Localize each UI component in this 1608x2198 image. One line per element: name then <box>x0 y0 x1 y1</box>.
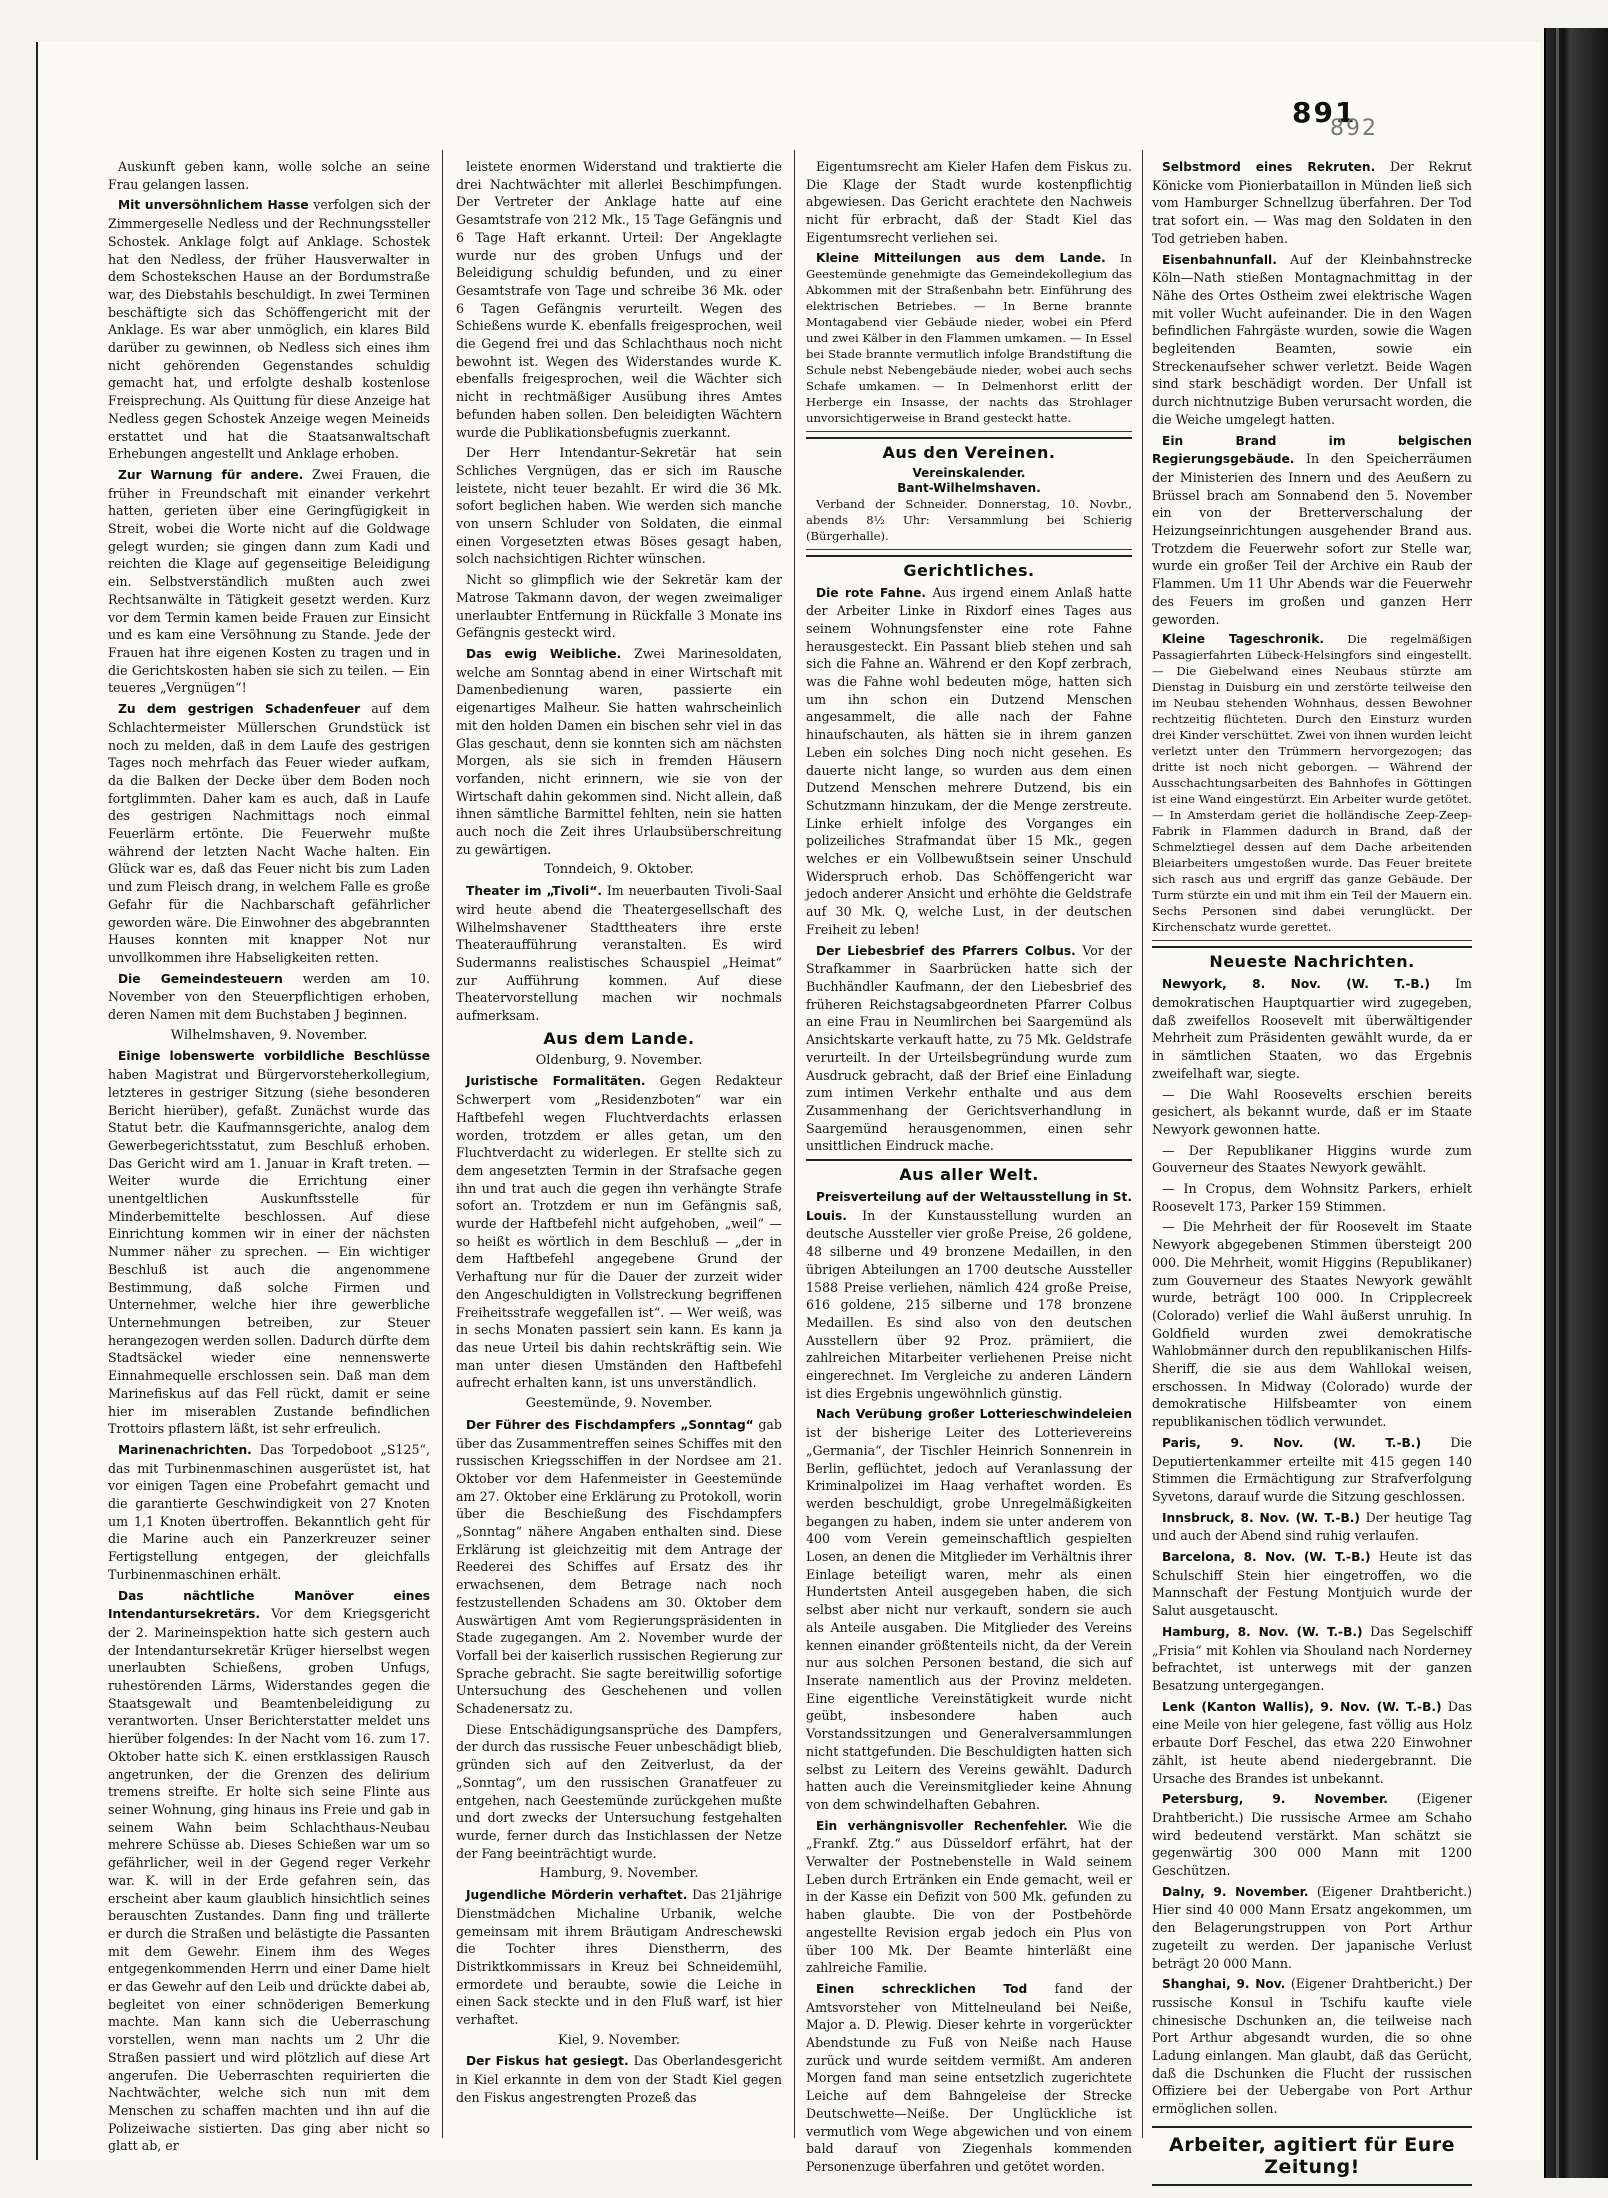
article-paragraph <box>108 970 430 1024</box>
article-paragraph <box>108 1441 430 1584</box>
article-paragraph <box>1152 158 1472 248</box>
article-text: Das Oberlandesgericht in Kiel erkannte in dem von der Stadt Kiel gegen den Fiskus angestrengten Prozeß das <box>456 2053 782 2105</box>
article-text: Das Torpedoboot „S125“, das mit Turbinenmaschinen ausgerüstet ist, hat vor einigen Tagen eine Probefahrt gemacht und die garantierte Geschwindigkeit von 27 Knoten um 1,1 Knoten übertroffen. Bekanntlich geht für die Marine auch ein Panzerkreuzer seiner Fertigstellung entgegen, der gleichfalls Turbinenmaschinen erhält. <box>108 1441 430 1582</box>
article-text: Der heutige Tag und auch der Abend sind ruhig verlaufen. <box>1152 1509 1472 1544</box>
article-paragraph <box>1152 432 1472 629</box>
article-headline: Paris, 9. Nov. (W. T.-B.) <box>1162 1435 1422 1450</box>
article-headline: Die Gemeindesteuern <box>118 971 283 986</box>
article-text: Vor dem Kriegsgericht der 2. Marineinspektion hatte sich gestern auch der Intendantursekretär Krüger hierselbst wegen unerlaubten Schießens, groben Unfugs, ruhestörenden Lärms, Widerstandes gegen die Staatsgewalt und Beamtenbeleidigung zu verantworten. Unser Berichterstatter meldet uns hierüber folgendes: In der Nacht vom 16. zum 17. Oktober hatte sich K. einen erstklassigen Rausch angetrunken, der die Grenzen des delirium tremens streifte. Er holte sich seine Flinte aus seiner Wohnung, ging hinaus ins Freie und gab in seinem Wahn beim Schlachthaus-Neubau mehrere Schüsse ab. Dieses Schießen war um so gefährlicher, weil in der Gegend reger Verkehr war. K. will in der Erde gefahren sein, das erscheint aber kaum glaublich hinsichtlich seines berauschten Zustandes. Dann fing und trällerte er durch die Straßen und belästigte die Passanten mit dem Gewehr. Einem ihm des Weges entgegenkommenden Herrn und einer Dame hielt er das Gewehr auf den Leib und drückte dabei ab, begleitet von einer schnöderigen Bemerkung machte. Man kann sich die Ueberraschung vorstellen, wenn man nachts um 2 Uhr die Straßen passiert und wird plötzlich auf diese Art angerufen. Die Ueberraschten requirierten die Nachtwächter, welche sich nun mit dem Menschen zu schaffen machten und ihn auf die Polizeiwache sistierten. Das ging aber nicht so glatt ab, er <box>108 1606 430 2154</box>
article-headline: Die rote Fahne. <box>816 585 927 600</box>
article-text: Aus irgend einem Anlaß hatte der Arbeiter Linke in Rixdorf eines Tages aus seinem Wohnungsfenster eine rote Fahne herausgesteckt. Ein Passant blieb stehen und sah sich die Fahne an. Während er den Kopf zerbrach, was die Fahne wohl bedeuten möge, hatten sich um ihn schon ein Dutzend Menschen angesammelt, die alle nach der Fahne hinaufschauten, als hätten sie in ihrem ganzen Leben ein solches Ding noch nicht gesehen. Es dauerte nicht lange, so wurden aus dem einen Dutzend Menschen mehrere Dutzend, bis ein Schutzmann hinzukam, der die Menge zerstreute. Linke erhielt infolge des Vorganges ein polizeiliches Strafmandat über 15 Mk., gegen welches er ein Vollbewußtsein seiner Unschuld Widerspruch erhob. Das Schöffengericht war jedoch anderer Ansicht und erhöhte die Geldstrafe auf 30 Mk. Q, welche Lust, in der deutschen Freiheit zu leben! <box>806 584 1132 937</box>
article-headline: Kleine Mitteilungen aus dem Lande. <box>816 250 1106 265</box>
article-paragraph <box>1152 975 1472 1082</box>
article-headline: Der Führer des Fischdampfers „Sonntag“ <box>466 1417 754 1432</box>
article-paragraph <box>108 1587 430 2156</box>
article-text: Diese Entschädigungsansprüche des Dampfers, der durch das russische Feuer unbeschädigt blieb, gründen sich auf den Zeitverlust, da der „Sonntag“, um den russischen Granatfeuer zu entgehen, nach Geestemünde zurückgehen mußte und dort zwecks der Untersuchung festgehalten wurde, ferner durch das Instichlassen der Netze der Fang beeinträchtigt wurde. <box>456 1721 782 1861</box>
page-number: 891 <box>1292 96 1357 129</box>
dateline: Geestemünde, 9. November. <box>525 1396 713 1412</box>
article-headline: Jugendliche Mörderin verhaftet. <box>466 1888 688 1903</box>
article-text: Auskunft geben kann, wolle solche an seine Frau gelangen lassen. <box>108 159 430 192</box>
divider <box>806 549 1132 550</box>
article-headline: Nach Verübung großer Lotterieschwindeleien <box>816 1407 1132 1422</box>
article-paragraph <box>806 584 1132 939</box>
divider <box>1152 940 1472 941</box>
article-text: Gegen Redakteur Schwerpert vom „Residenzboten“ war ein Haftbefehl wegen Fluchtverdachts erlassen worden, trotzdem er alles getan, um den Fluchtverdacht zu widerlegen. Er stellte sich zu dem angesetzten Termin in der Strafsache gegen ihn und trat auch die gegen ihn verhängte Strafe sofort an. Trotzdem er nun im Gefängnis saß, wurde der Haftbefehl nicht aufgehoben, „weil“ — so heißt es wörtlich in dem Beschluß — „der in dem Haftbefehl angegebene Grund der Verhaftung nur für die Dauer der zurzeit wider den Angeschuldigten in Vollstreckung begriffenen Freiheitsstrafe weggefallen ist“. — Wer weiß, was in sechs Monaten passiert sein kann. Es kann ja das neue Urteil bis dahin rechtskräftig sein. Wie man unter diesen Umständen den Haftbefehl aufrecht erhalten kann, ist uns unverständlich. <box>456 1073 782 1391</box>
article-headline: Petersburg, 9. November. <box>1162 1792 1388 1807</box>
article-paragraph <box>806 250 1132 426</box>
article-paragraph <box>1152 1142 1472 1177</box>
article-headline: Das ewig Weibliche. <box>466 646 622 661</box>
article-text: Die regelmäßigen Passagierfahrten Lübeck-Helsingfors sind eingestellt. — Die Giebelwand eines Neubaus stürzte am Dienstag in Duisburg ein und zerstörte teilweise den im Neubau stehenden Wohnhaus, dessen Bewohner rechtzeitig flüchteten. Durch den Einsturz wurden drei Kinder verschüttet. Zwei von ihnen wurden leicht verletzt unter den Trümmern hervorgezogen; das dritte ist noch nicht geborgen. — Während der Ausschachtungsarbeiten des Bahnhofes in Göttingen ist eine Wand eingestürzt. Ein Arbeiter wurde getötet. — In Amsterdam geriet die holländische Zeep-Zeep-Fabrik in Flammen dadurch in Brand, daß der Schmelztiegel dessen auf dem Dache arbeitenden Bleiarbeiters umgestoßen wurde. Das Feuer breitete sich rasch aus und ergriff das ganze Gebäude. Der Turm stürzte ein und mit ihm ein Teil der Mauern ein. Sechs Personen sind dabei verunglückt. Der Kirchenschatz wurde gerettet. <box>1152 632 1472 935</box>
article-paragraph <box>456 444 782 568</box>
article-paragraph <box>108 466 430 697</box>
article-paragraph <box>806 496 1132 544</box>
article-headline: Ein verhängnisvoller Rechenfehler. <box>816 1818 1068 1833</box>
page-number-secondary: 892 <box>1330 116 1378 141</box>
article-paragraph <box>1152 1548 1472 1620</box>
article-headline: Dalny, 9. November. <box>1162 1884 1309 1899</box>
article-text: haben Magistrat und Bürgervorsteherkollegium, letzteres in gestriger Sitzung (siehe besonderen Bericht hierüber), gefaßt. Zunächst wurde das Statut betr. die Kaufmannsgerichte, analog dem Gewerbegerichtsstatut, zum Beschluß erhoben. Das Gericht wird am 1. Januar in Kraft treten. — Weiter wurde die Errichtung einer unentgeltlichen Auskunftsstelle für Minderbemittelte beschlossen. Auf diese Einrichtung kommen wir in einer der nächsten Nummer näher zu sprechen. — Ein wichtiger Beschluß ist auch die angenommene Bestimmung, daß solche Firmen und Unternehmer, welche hier ihre gewerbliche Unternehmungen betreiben, zur Steuer herangezogen werden sollen. Dadurch dürfte dem Stadtsäckel wieder eine nennenswerte Einnahmequelle erschlossen sein. Daß man dem Marinefiskus auf das Fell rückt, damit er seine hier im miserablen Zustande befindlichen Trottoirs pflastern läßt, ist sehr erfreulich. <box>108 1067 430 1437</box>
section-heading: Aus aller Welt. <box>806 1159 1132 1184</box>
article-text: Der Herr Intendantur-Sekretär hat sein Schliches Vergnügen, das er sich im Rausche leistete, nicht teuer bezahlt. Er wird die 36 Mk. sofort beglichen haben. Wie werden sich manche von unsern Schluder von Soldaten, die einmal einen Vorgesetzten etwas Böses gesagt haben, solch nachsichtigen Richter wünschen. <box>456 445 782 567</box>
article-paragraph <box>456 571 782 642</box>
article-paragraph <box>1152 1883 1472 1973</box>
article-paragraph <box>1152 1218 1472 1430</box>
article-headline: Mit unversöhnlichem Hasse <box>118 198 309 213</box>
article-paragraph <box>806 158 1132 247</box>
article-text: — Die Mehrheit der für Roosevelt im Staate Newyork abgegebenen Stimmen übersteigt 200 000. Die Mehrheit, womit Higgins (Republikaner) zum Gouverneur des Staates Newyork gewählt wurde, beträgt 100 000. In Cripplecreek (Colorado) verlief die Wahl äußerst unruhig. In Goldfield wurden zwei demokratische Wahlobmänner durch den republikanischen Hilfs-Sheriff, die sie aus dem Wahllokal weisen, erschossen. In Midway (Colorado) wurde der demokratische Hilfsbeamter von einem republikanischen tödlich verwundet. <box>1152 1219 1472 1430</box>
section-heading: Aus den Vereinen. <box>806 437 1132 462</box>
article-paragraph <box>108 1047 430 1437</box>
article-paragraph <box>456 1721 782 1863</box>
article-paragraph <box>1152 251 1472 429</box>
article-headline: Juristische Formalitäten. <box>466 1074 646 1089</box>
article-paragraph <box>108 700 430 967</box>
article-headline: Marinenachrichten. <box>118 1442 252 1457</box>
book-binding <box>1544 28 1608 2178</box>
article-text: Die Deputiertenkammer erteilte mit 415 gegen 140 Stimmen die Ermächtigung zur Strafverfolgung Syvetons, darauf wurde die Sitzung geschlossen. <box>1152 1434 1472 1504</box>
column-rule <box>1142 150 1143 2138</box>
article-paragraph <box>1152 1434 1472 1506</box>
article-text: ist der bisherige Leiter des Lotterievereins „Germania“, der Tischler Heinrich Sonnenrein in Berlin, geflüchtet, jedoch auf Veranlassung der Kriminalpolizei im Haag verhaftet worden. Es werden beschuldigt, grobe Unregelmäßigkeiten begangen zu haben, indem sie unter anderem von 400 vom Verein gemeinschaftlich gespielten Losen, an denen die Mitglieder im Verhältnis ihrer Einlage beteiligt waren, mehr als einen Hundertsten Anteil ausgegeben haben, die sich selbst aber nicht nur verkauft, sondern sie auch als Anteile ausgaben. Die Mitglieder des Vereins kennen einander größtenteils nicht, da der Verein nur aus solchen Personen bestand, die sich auf Inserate namentlich aus der Provinz meldeten. Eine eigentliche Vereinstätigkeit wurde nicht geübt, insbesondere haben auch Vorstandssitzungen und Generalversammlungen nicht stattgefunden. Die Beschuldigten hatten sich selbst zu Leitern des Vereins gewählt. Dadurch hatten auch die Vereinsmitglieder keine Ahnung von dem schwindelhaften Gebahren. <box>806 1425 1132 1812</box>
article-headline: Preisverteilung auf der Weltausstellung in St. Louis. <box>806 1190 1132 1223</box>
article-text: In den Speicherräumen der Ministerien des Innern und des Aeußern zu Brüssel brach am Sonnabend den 5. November ein von der Bretterverschalung der Heizungseinrichtungen ausgehender Brand aus. Trotzdem die Feuerwehr sofort zur Stelle war, wurde ein großer Teil der Archive ein Raub der Flammen. Um 11 Uhr Abends war die Feuerwehr des Feuers im großen und ganzen Herr geworden. <box>1152 451 1472 627</box>
article-headline: Selbstmord eines Rekruten. <box>1162 160 1376 174</box>
article-text: Heute ist das Schulschiff Stein hier eingetroffen, wo die Mannschaft der Festung Montjuich wurde der Salut ausgetauscht. <box>1152 1549 1472 1619</box>
article-text: Der Rekrut Könicke vom Pionierbataillon in Münden ließ sich vom Hamburger Schnellzug überfahren. Der Tod trat sofort ein. — Was mag den Soldaten in den Tod getrieben haben. <box>1152 159 1472 246</box>
article-text: leistete enormen Widerstand und traktierte die drei Nachtwächter mit allerlei Beschimpfungen. Der Vertreter der Anklage hatte auf eine Gesamtstrafe von 212 Mk., 15 Tage Gefängnis und 6 Tage Haft erkannt. Urteil: Der Angeklagte wurde nur des groben Unfugs und der Beleidigung schuldig befunden, und zu einer Gesamtstrafe von Tage und schreibe 36 Mk. oder 6 Tagen Gefängnis verurteilt. Wegen des Schießens wurde K. ebenfalls freigesprochen, weil die Gegend frei und das Schlachthaus noch nicht bewohnt ist. Wegen des Widerstandes wurde K. ebenfalls freigesprochen, weil die Wächter sich nicht in rechtmäßiger Ausübung ihres Amtes befunden haben sollen. Den beleidigten Wächtern wurde die Publikationsbefugnis zuerkannt. <box>456 159 782 440</box>
dateline: Tonndeich, 9. Oktober. <box>544 862 694 878</box>
article-paragraph <box>806 1817 1132 1977</box>
article-text: (Eigener Drahtbericht.) Die russische Armee am Schaho wird bedeutend verstärkt. Man schätzt sie gegenwärtig 300 000 Mann mit 1200 Geschützen. <box>1152 1791 1472 1879</box>
article-paragraph <box>806 1188 1132 1402</box>
article-text: gab über das Zusammentreffen seines Schiffes mit den russischen Kriegsschiffen in der Nordsee am 21. Oktober vor dem Hafenmeister in Geestemünde am 27. Oktober eine Erklärung zu Protokoll, worin über die Beschießung des Fischdampfers „Sonntag“ nähere Angaben enthalten sind. Diese Erklärung ist gleichzeitig mit dem Antrage der Reederei des Schiffes auf Ersatz des ihr erwachsenen, dem Betrage nach noch festzustellenden Schadens am 30. Oktober dem Auswärtigen Amt vom Regierungspräsidenten in Stade zugegangen. Am 2. November wurde der Vorfall bei der kaiserlich russischen Regierung zur Sprache gebracht. Sie sagte bereitwillig sofortige Untersuchung des Geschehenen und vollen Schadenersatz zu. <box>456 1416 782 1717</box>
article-text: — In Cropus, dem Wohnsitz Parkers, erhielt Roosevelt 173, Parker 159 Stimmen. <box>1152 1181 1472 1214</box>
article-text: Im neuerbauten Tivoli-Saal wird heute abend die Theatergesellschaft des Wilhelmshavener Stadttheaters ihre erste Theateraufführung veranstalten. Es wird Sudermanns realistisches Schauspiel „Heimat“ zur Aufführung kommen. Auf diese Theatervorstellung machen wir nochmals aufmerksam. <box>456 883 782 1024</box>
article-text: fand der Amtsvorsteher von Mittelneuland bei Neiße, Major a. D. Plewig. Dieser kehrte in vorgerückter Abendstunde zu Fuß von Neiße nach Hause zurück und wurde seitdem vermißt. Am anderen Morgen fand man seine entsetzlich zugerichtete Leiche auf dem Bahngeleise der Strecke Deutschwette—Neiße. Der Unglückliche ist vermutlich vom Wege abgewichen und von einem bald darauf von Ziegenhals kommenden Personenzuge überfahren und getötet worden. <box>806 1980 1132 2174</box>
article-headline: Barcelona, 8. Nov. (W. T.-B.) <box>1162 1550 1371 1565</box>
article-paragraph <box>1152 1790 1472 1880</box>
article-headline: Ein Brand im belgischen Regierungsgebäude. <box>1152 433 1472 467</box>
footer-slogan: Arbeiter, agitiert für Eure Zeitung! <box>1152 2126 1472 2186</box>
article-paragraph <box>456 1416 782 1718</box>
column-4 <box>1152 158 1472 2178</box>
article-text: Das eine Meile von hier gelegene, fast völlig aus Holz erbaute Dorf Feschel, das etwa 220 Einwohner zählt, ist heute abend niedergebrannt. Die Ursache des Brandes ist unbekannt. <box>1152 1698 1472 1786</box>
article-headline: Das nächtliche Manöver eines Intendantursekretärs. <box>108 1588 430 1622</box>
article-paragraph <box>108 158 430 193</box>
section-heading: Neueste Nachrichten. <box>1152 946 1472 971</box>
section-heading: Gerichtliches. <box>806 555 1132 580</box>
dateline: Wilhelmshaven, 9. November. <box>170 1027 368 1043</box>
article-text: Wie die „Frankf. Ztg.“ aus Düsseldorf erfährt, hat der Verwalter der Postnebenstelle in Wald seinem Leben durch Ertränken ein Ende gemacht, weil er in der Kasse ein Defizit von 500 Mk. gefunden zu haben glaubte. Die von der Postbehörde angestellte Revision ergab jedoch ein Plus von über 100 Mk. Der Beamte hinterläßt eine zahlreiche Familie. <box>806 1817 1132 1976</box>
section-heading: Aus dem Lande. <box>543 1028 695 1048</box>
article-paragraph <box>456 882 782 1025</box>
article-text: werden am 10. November von den Steuerpflichtigen erhoben, deren Namen mit dem Buchstaben J beginnen. <box>108 970 430 1023</box>
article-text: In der Kunstausstellung wurden an deutsche Aussteller vier große Preise, 26 goldene, 48 silberne und 49 bronzene Medaillen, in den übrigen Abteilungen an 1700 deutsche Aussteller 1588 Preise verliehen, nämlich 424 große Preise, 616 goldene, 215 silberne und 178 bronzene Medaillen. Es sind also von den deutschen Ausstellern über 92 Proz. prämiiert, die zahlreichen Mitarbeiter verliehenen Preise nicht eingerechnet. Im Vergleiche zu anderen Ländern ist dies Ergebnis ungewöhnlich günstig. <box>806 1207 1132 1401</box>
article-headline: Zur Warnung für andere. <box>118 467 304 482</box>
article-paragraph <box>456 1072 782 1392</box>
article-paragraph <box>456 2052 782 2106</box>
article-headline: Einige lobenswerte vorbildliche Beschlüsse <box>118 1049 430 1064</box>
article-headline: Einen schrecklichen Tod <box>816 1981 1028 1996</box>
article-headline: Zu dem gestrigen Schadenfeuer <box>118 702 361 717</box>
dateline: Kiel, 9. November. <box>557 2032 681 2048</box>
article-text: verfolgen sich der Zimmergeselle Nedless und der Rechnungssteller Schostek. Anklage folgt auf Anklage. Schostek hat den Nedless, der früher Hausverwalter in dem Schostekschen Hause an der Bordumstraße war, des Diebstahls beschuldigt. In zwei Terminen beschäftigte sich das Schöffengericht mit der Anklage. Es war aber unmöglich, ein klares Bild darüber zu gewinnen, ob Nedless sich eines ihm nicht gehörenden Gegenstandes schuldig gemacht hat, und erfolgte deshalb kostenlose Freisprechung. Als Quittung für diese Anzeige hat Nedless gegen Schostek Anzeige wegen Meineids erstattet und hat die Staatsanwaltschaft Erhebungen angestellt und Anklage erhoben. <box>108 197 430 462</box>
article-text: Zwei Marinesoldaten, welche am Sonntag abend in einer Wirtschaft mit Damenbedienung waren, passierte ein eigenartiges Malheur. Sie hatten wahrscheinlich mit den holden Damen ein bischen sehr viel in das Glas geschaut, denn sie konnten sich am nächsten Morgen, als sie sich in fremden Häusern vorfanden, nicht erinnern, wie sie von der Wirtschaft dahin gekommen sind. Nicht allein, daß ihnen sämtliche Barmittel fehlten, nein sie hatten auch noch die Zeit ihres Urlaubsüberschreitung zu gewärtigen. <box>456 645 782 857</box>
article-paragraph <box>1152 1180 1472 1215</box>
article-text: Das 21jährige Dienstmädchen Michaline Urbanik, welche gemeinsam mit ihrem Bräutigam Andreschewski die Tochter ihres Dienstherrn, des Distriktkommissars in Kreuz bei Schneidemühl, ermordete und beraubte, sowie die Leiche in einen Sack steckte und in den Fluß warf, ist hier verhaftet. <box>456 1887 782 2028</box>
article-headline: Theater im „Tivoli“. <box>466 884 602 899</box>
article-headline: Newyork, 8. Nov. (W. T.-B.) <box>1162 977 1430 992</box>
article-text: Zwei Frauen, die früher in Freundschaft mit einander verkehrt hatten, gerieten über eine Geringfügigkeit in Streit, wobei die Worte nicht auf die Goldwage gelegt wurden; sie gingen dann zum Kadi und reichten die Klage auf gegenseitige Beleidigung ein. Selbstverständlich mußten auch zwei Rechtsanwälte in Tätigkeit gesetzt werden. Kurz vor dem Termin kamen beide Frauen zur Einsicht und es kam eine Versöhnung zu Stande. Jede der Frauen hat ihre eigenen Kosten zu tragen und in die Gerichtskosten haben sie sich zu teilen. — Ein teueres „Vergnügen“! <box>108 466 430 696</box>
article-text: auf dem Schlachtermeister Müllerschen Grundstück ist noch zu melden, daß in dem Laufe des gestrigen Tages noch mehrfach das Feuer wieder aufkam, da die Balken der Decke über dem Boden noch fortglimmten. Daher kam es auch, daß in Laufe des gestrigen Nachmittags noch einmal Feuerlärm ertönte. Die Feuerwehr mußte während der letzten Nacht Wache halten. Ein Glück war es, daß das Feuer nicht bis zum Laden und zum Fleisch drang, in welchem Falle es große Gefahr für die Nachbarschaft gefährlicher geworden wäre. Die Einwohner des abgebrannten Hauses konnten mit knapper Not nur unvollkommen ihre Habseligkeiten retten. <box>108 701 430 965</box>
article-text: Im demokratischen Hauptquartier wird zugegeben, daß zweifellos Roosevelt mit überwältigender Mehrheit zum Präsidenten gewählt wurde, da er in sämtlichen Staaten, wo das Ergebnis zweifelhaft war, siegte. <box>1152 976 1472 1081</box>
article-headline: Eisenbahnunfall. <box>1162 252 1277 267</box>
article-paragraph <box>1152 1623 1472 1695</box>
article-headline: Lenk (Kanton Wallis), 9. Nov. (W. T.-B.) <box>1162 1699 1442 1714</box>
article-text: Eigentumsrecht am Kieler Hafen dem Fiskus zu. Die Klage der Stadt wurde kostenpflichtig abgewiesen. Das Gericht erachtete den Nachweis nicht für erbracht, daß der Stadt Kiel das Eigentumsrecht verliehen sei. <box>806 159 1132 245</box>
dateline: Hamburg, 9. November. <box>539 1866 699 1882</box>
article-headline: Innsbruck, 8. Nov. (W. T.-B.) <box>1162 1510 1360 1525</box>
article-text: Nicht so glimpflich wie der Sekretär kam der Matrose Takmann davon, der wegen zweimaliger unerlaubter Entfernung in Rückfalle 3 Monate ins Gefängnis gesteckt wird. <box>456 572 782 641</box>
article-paragraph <box>456 1886 782 2029</box>
dateline: Oldenburg, 9. November. <box>535 1052 703 1068</box>
article-paragraph <box>1152 1509 1472 1545</box>
article-paragraph <box>456 645 782 858</box>
article-headline: Hamburg, 8. Nov. (W. T.-B.) <box>1162 1624 1363 1639</box>
article-paragraph <box>108 196 430 463</box>
article-text: — Der Republikaner Higgins wurde zum Gouverneur des Staates Newyork gewählt. <box>1152 1142 1472 1176</box>
article-paragraph <box>1152 631 1472 935</box>
column-1 <box>108 158 430 2154</box>
article-paragraph <box>1152 1975 1472 2118</box>
article-paragraph <box>1152 1698 1472 1788</box>
article-paragraph <box>806 1980 1132 2176</box>
column-3 <box>806 158 1132 2174</box>
divider <box>806 431 1132 432</box>
article-paragraph <box>806 942 1132 1155</box>
column-2 <box>456 158 782 2138</box>
subheading: Bant-Wilhelmshaven. <box>897 480 1041 495</box>
article-paragraph <box>1152 1086 1472 1139</box>
article-headline: Der Fiskus hat gesiegt. <box>466 2054 629 2069</box>
article-headline: Shanghai, 9. Nov. <box>1162 1977 1286 1992</box>
article-headline: Kleine Tageschronik. <box>1162 632 1324 647</box>
article-text: Verband der Schneider. Donnerstag, 10. Novbr., abends 8½ Uhr: Versammlung bei Schierig (Bürgerhalle). <box>806 496 1132 543</box>
article-text: (Eigener Drahtbericht.) Der russische Konsul in Tschifu kaufte viele chinesische Dschunken an, die teilweise nach Port Arthur abgesandt wurden, die so ohne Ladung einlangen. Man glaubt, daß das Gerücht, daß die Dschunken die Flucht der russischen Offiziere bei der Uebergabe von Port Arthur ermöglichen sollen. <box>1152 1976 1472 2117</box>
article-text: (Eigener Drahtbericht.) Hier sind 40 000 Mann Ersatz angekommen, um den Belagerungstruppen von Port Arthur zugeteilt zu werden. Der japanische Verlust beträgt 20 000 Mann. <box>1152 1883 1472 1971</box>
column-rule <box>794 150 795 2138</box>
article-text: Das Segelschiff „Frisia“ mit Kohlen via Shouland nach Norderney befrachtet, ist unterwegs mit der ganzen Besatzung untergegangen. <box>1152 1623 1472 1693</box>
article-headline: Der Liebesbrief des Pfarrers Colbus. <box>816 943 1076 958</box>
article-text: Vor der Strafkammer in Saarbrücken hatte sich der Buchhändler Kaufmann, der den Liebesbrief des früheren Reichstagsabgeordneten Pfarrer Colbus an eine Frau in Neumlirchen bei Saargemünd als Ansichtskarte verkauft hatte, zu 75 Mk. Geldstrafe verurteilt. In der Urteilsbegründung wurde zum Ausdruck gebracht, daß der Brief eine Einladung zum intimen Verkehr enthalte und aus dem Zusammenhang der Gerichtsverhandlung in Saargemünd herausgenommen, einen sehr unsittlichen Eindruck mache. <box>806 942 1132 1154</box>
article-text: Auf der Kleinbahnstrecke Köln—Nath stießen Montagnachmittag in der Nähe des Ortes Ostheim zwei elektrische Wagen mit voller Wucht aufeinander. Die in den Wagen befindlichen Fahrgäste wurden, sowie die Wagen begleitenden Beamten, sowie ein Streckenaufseher schwer verletzt. Beide Wagen sind stark beschädigt worden. Der Unfall ist durch nichtnutzige Buben verursacht worden, die die Weiche umgelegt hatten. <box>1152 251 1472 427</box>
article-text: In Geestemünde genehmigte das Gemeindekollegium das Abkommen mit der Straßenbahn betr. Einführung des elektrischen Betriebes. — In Berne brannte Montagabend vier Gebäude nieder, wobei ein Pferd und zwei Kälber in den Flammen umkamen. — In Essel bei Stade brannte vermutlich infolge Brandstiftung die Schule nebst Nebengebäude nieder, wobei auch sechs Schafe umkamen. — In Delmenhorst erlitt der Herberge ein Insasse, der nachts das Strohlager unvorsichtigerweise in Brand gesteckt hatte. <box>806 250 1132 425</box>
article-text: — Die Wahl Roosevelts erschien bereits gesichert, als bekannt wurde, daß er im Staate Newyork gewonnen hatte. <box>1152 1086 1472 1137</box>
article-paragraph <box>806 1405 1132 1813</box>
subheading: Vereinskalender. <box>912 465 1026 480</box>
column-rule <box>442 150 443 2138</box>
article-paragraph <box>456 158 782 441</box>
